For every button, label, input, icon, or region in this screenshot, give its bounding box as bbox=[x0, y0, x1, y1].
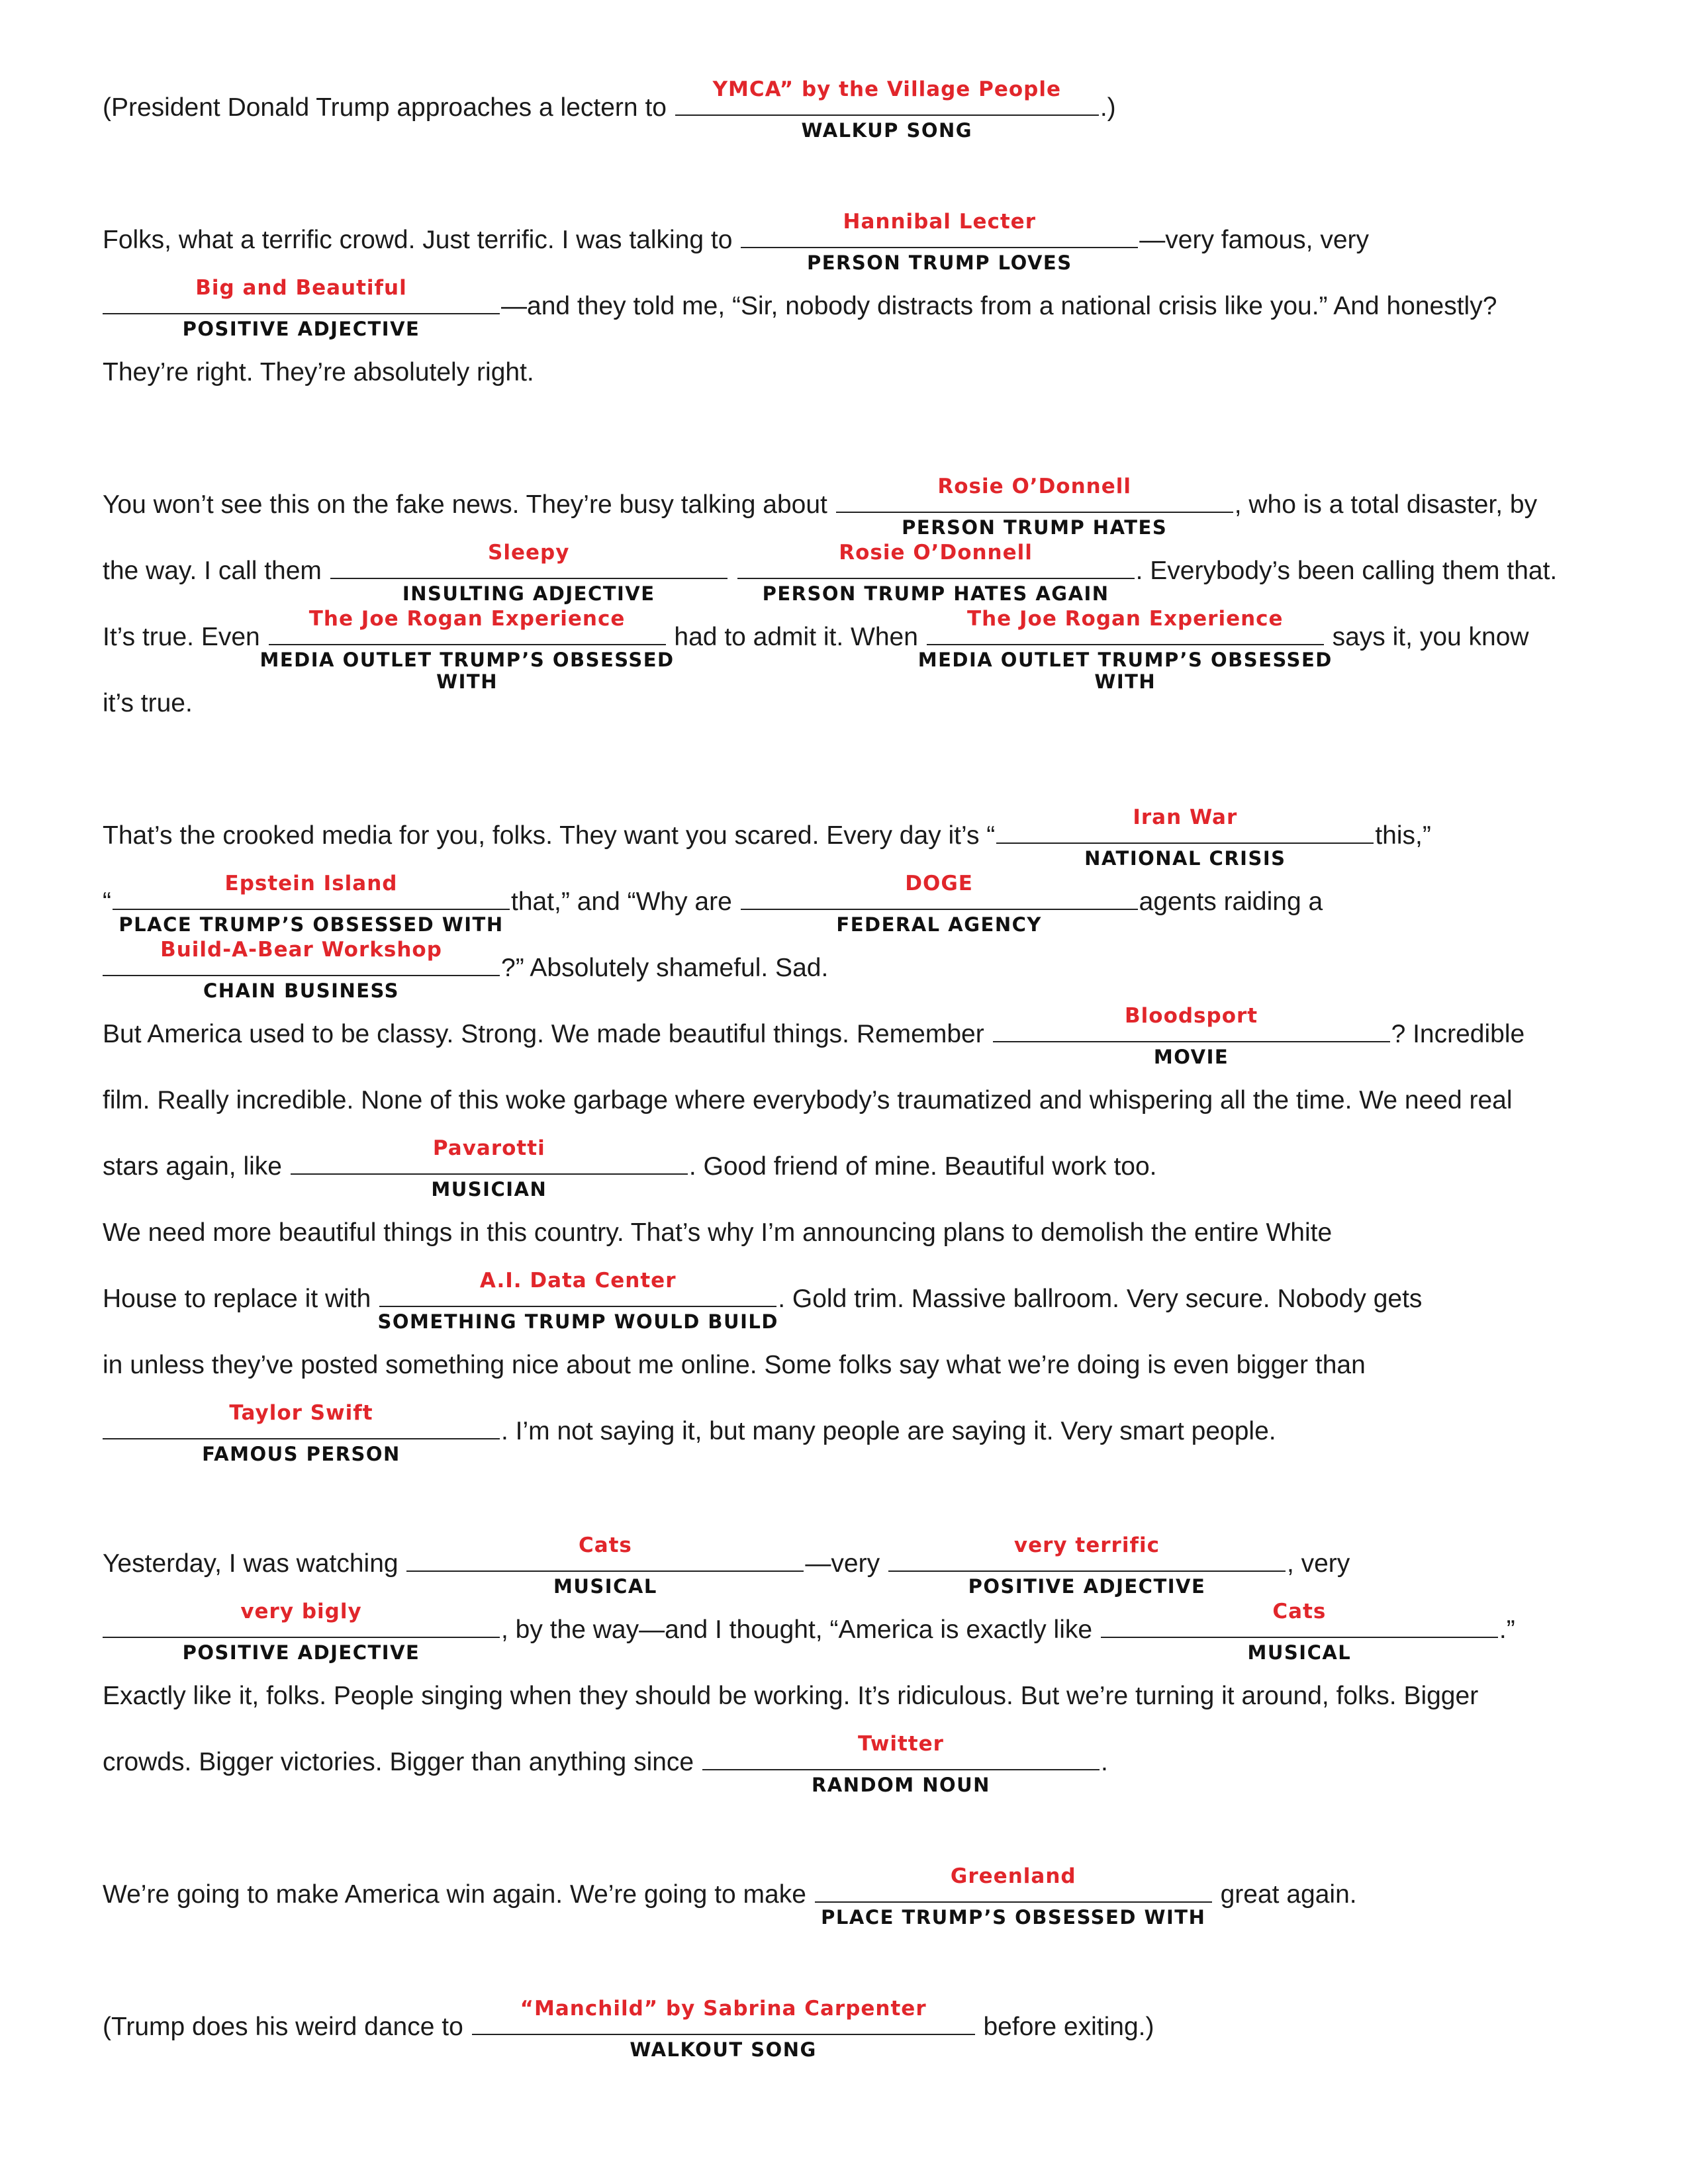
text: . I’m not saying it, but many people are saying it. Very smart people. bbox=[501, 1417, 1276, 1445]
text: . Good friend of mine. Beautiful work too. bbox=[688, 1152, 1157, 1181]
blank-random-noun[interactable] bbox=[702, 1732, 1100, 1796]
p4-line-8 bbox=[103, 1269, 1585, 1333]
blank-musical-2[interactable] bbox=[1101, 1600, 1498, 1664]
p3-line-4: it’s true. bbox=[103, 689, 193, 717]
p6-line bbox=[103, 1864, 1585, 1929]
p4-line-6 bbox=[103, 1136, 1585, 1201]
answer: A.I. Data Center bbox=[479, 1269, 677, 1293]
answer: Taylor Swift bbox=[229, 1401, 373, 1425]
answer: Hannibal Lecter bbox=[843, 210, 1036, 234]
blank-label: PERSON TRUMP HATES bbox=[902, 516, 1168, 539]
text: —very bbox=[805, 1549, 887, 1578]
blank-place-trump-obsessed[interactable] bbox=[113, 872, 510, 936]
p3-line-3 bbox=[103, 607, 1585, 693]
p4-line-2 bbox=[103, 872, 1585, 936]
blank-positive-adjective-3[interactable] bbox=[103, 1600, 500, 1664]
answer: very bigly bbox=[240, 1600, 362, 1623]
blank-label: PERSON TRUMP LOVES bbox=[806, 251, 1072, 274]
text: ? Incredible bbox=[1391, 1020, 1525, 1048]
blank-label: PLACE TRUMP’S OBSESSED WITH bbox=[118, 913, 504, 936]
text: .” bbox=[1499, 1615, 1515, 1644]
p2-line-1 bbox=[103, 210, 1585, 274]
p4-line-7: We need more beautiful things in this country. That’s why I’m announcing plans to demolish the entire White bbox=[103, 1218, 1333, 1247]
text: . bbox=[1100, 1748, 1108, 1776]
answer: Build-A-Bear Workshop bbox=[160, 938, 442, 962]
blank-national-crisis[interactable] bbox=[996, 805, 1374, 870]
text: great again. bbox=[1213, 1880, 1357, 1909]
text: , very bbox=[1286, 1549, 1350, 1578]
answer: DOGE bbox=[905, 872, 973, 895]
p2-line-3: They’re right. They’re absolutely right. bbox=[103, 358, 534, 387]
blank-media-outlet-2[interactable] bbox=[917, 607, 1333, 693]
text: this,” bbox=[1375, 821, 1431, 850]
text: (Trump does his weird dance to bbox=[103, 2013, 471, 2041]
p4-line-10 bbox=[103, 1401, 1585, 1465]
answer: Twitter bbox=[857, 1732, 944, 1756]
blank-label: MUSICIAN bbox=[431, 1178, 547, 1201]
blank-label: MUSICAL bbox=[1247, 1641, 1352, 1664]
text: had to admit it. When bbox=[667, 623, 925, 651]
text: , by the way—and I thought, “America is exactly like bbox=[501, 1615, 1100, 1644]
text: , who is a total disaster, by bbox=[1234, 490, 1538, 519]
blank-label: MEDIA OUTLET TRUMP’S OBSESSED WITH bbox=[917, 649, 1333, 693]
blank-label: CHAIN BUSINESS bbox=[203, 979, 400, 1002]
blank-label: MOVIE bbox=[1153, 1046, 1229, 1068]
text: before exiting.) bbox=[976, 2013, 1154, 2041]
p4-line-1 bbox=[103, 805, 1585, 870]
answer: Big and Beautiful bbox=[195, 276, 407, 300]
outro-line bbox=[103, 1997, 1585, 2061]
blank-positive-adjective-2[interactable] bbox=[888, 1533, 1286, 1598]
text: That’s the crooked media for you, folks. They want you scared. Every day it’s “ bbox=[103, 821, 996, 850]
blank-positive-adjective[interactable] bbox=[103, 276, 500, 340]
blank-famous-person[interactable] bbox=[103, 1401, 500, 1465]
blank-place-trump-obsessed-2[interactable] bbox=[815, 1864, 1212, 1929]
text: . Gold trim. Massive ballroom. Very secure. Nobody gets bbox=[778, 1285, 1423, 1313]
blank-label: RANDOM NOUN bbox=[811, 1774, 990, 1796]
p5-line-4 bbox=[103, 1732, 1585, 1796]
text: . Everybody’s been calling them that. bbox=[1135, 557, 1558, 585]
blank-label: POSITIVE ADJECTIVE bbox=[182, 1641, 420, 1664]
blank-label: MUSICAL bbox=[553, 1575, 657, 1598]
text: the way. I call them bbox=[103, 557, 329, 585]
p5-line-1 bbox=[103, 1533, 1585, 1598]
blank-label: FAMOUS PERSON bbox=[202, 1443, 400, 1465]
text: You won’t see this on the fake news. They’re busy talking about bbox=[103, 490, 835, 519]
text: But America used to be classy. Strong. We made beautiful things. Remember bbox=[103, 1020, 992, 1048]
p4-line-5: film. Really incredible. None of this woke garbage where everybody’s traumatized and whispering all the time. We need real bbox=[103, 1086, 1513, 1115]
p5-line-3: Exactly like it, folks. People singing when they should be working. It’s ridiculous. But we’re turning it around, folks. Bigger bbox=[103, 1682, 1479, 1710]
text: (President Donald Trump approaches a lectern to bbox=[103, 93, 674, 122]
answer: Sleepy bbox=[488, 541, 570, 565]
blank-musical-1[interactable] bbox=[406, 1533, 804, 1598]
blank-federal-agency[interactable] bbox=[741, 872, 1138, 936]
blank-walkout-song[interactable] bbox=[472, 1997, 975, 2061]
blank-label: PLACE TRUMP’S OBSESSED WITH bbox=[821, 1906, 1206, 1929]
p2-line-2 bbox=[103, 276, 1585, 340]
p5-line-2 bbox=[103, 1600, 1585, 1664]
answer: Rosie O’Donnell bbox=[937, 475, 1132, 498]
text: that,” and “Why are bbox=[511, 887, 739, 916]
blank-media-outlet-1[interactable] bbox=[259, 607, 675, 693]
answer: Epstein Island bbox=[224, 872, 398, 895]
blank-movie[interactable] bbox=[993, 1004, 1390, 1068]
text: Yesterday, I was watching bbox=[103, 1549, 406, 1578]
answer: Iran War bbox=[1133, 805, 1238, 829]
answer: “Manchild” by Sabrina Carpenter bbox=[520, 1997, 927, 2021]
intro-line bbox=[103, 77, 1585, 142]
answer: Bloodsport bbox=[1125, 1004, 1258, 1028]
text: says it, you know bbox=[1325, 623, 1529, 651]
blank-label: POSITIVE ADJECTIVE bbox=[968, 1575, 1206, 1598]
blank-person-trump-loves[interactable] bbox=[741, 210, 1138, 274]
p4-line-4 bbox=[103, 1004, 1585, 1068]
p4-line-9: in unless they’ve posted something nice about me online. Some folks say what we’re doing is even bigger than bbox=[103, 1351, 1366, 1379]
p3-line-2 bbox=[103, 541, 1585, 605]
answer: Rosie O’Donnell bbox=[839, 541, 1033, 565]
answer: The Joe Rogan Experience bbox=[308, 607, 626, 631]
answer: Pavarotti bbox=[432, 1136, 545, 1160]
text: crowds. Bigger victories. Bigger than anything since bbox=[103, 1748, 701, 1776]
text: agents raiding a bbox=[1139, 887, 1323, 916]
blank-insulting-adjective[interactable] bbox=[330, 541, 727, 605]
blank-label: WALKOUT SONG bbox=[630, 2038, 817, 2061]
text: We’re going to make America win again. We’re going to make bbox=[103, 1880, 814, 1909]
answer: Greenland bbox=[950, 1864, 1076, 1888]
blank-label: NATIONAL CRISIS bbox=[1084, 847, 1286, 870]
p4-line-3 bbox=[103, 938, 1585, 1002]
blank-label: PERSON TRUMP HATES AGAIN bbox=[762, 582, 1109, 605]
text: ?” Absolutely shameful. Sad. bbox=[501, 954, 829, 982]
text: —and they told me, “Sir, nobody distracts from a national crisis like you.” And honestly? bbox=[501, 292, 1497, 320]
blank-chain-business[interactable] bbox=[103, 938, 500, 1002]
text: “ bbox=[103, 887, 111, 916]
text: .) bbox=[1100, 93, 1116, 122]
blank-label: SOMETHING TRUMP WOULD BUILD bbox=[377, 1310, 778, 1333]
text: Folks, what a terrific crowd. Just terrific. I was talking to bbox=[103, 226, 740, 254]
blank-something-trump-would-build[interactable] bbox=[377, 1269, 778, 1333]
answer: YMCA” by the Village People bbox=[712, 77, 1061, 101]
text: stars again, like bbox=[103, 1152, 289, 1181]
blank-person-trump-hates-again[interactable] bbox=[737, 541, 1135, 605]
blank-walkup-song[interactable] bbox=[675, 77, 1099, 142]
blank-label: WALKUP SONG bbox=[801, 119, 973, 142]
answer: Cats bbox=[1272, 1600, 1327, 1623]
answer: very terrific bbox=[1013, 1533, 1160, 1557]
answer: The Joe Rogan Experience bbox=[966, 607, 1284, 631]
text: —very famous, very bbox=[1139, 226, 1370, 254]
blank-label: POSITIVE ADJECTIVE bbox=[182, 318, 420, 340]
blank-label: INSULTING ADJECTIVE bbox=[402, 582, 655, 605]
text: It’s true. Even bbox=[103, 623, 267, 651]
text: House to replace it with bbox=[103, 1285, 379, 1313]
blank-person-trump-hates[interactable] bbox=[836, 475, 1233, 539]
answer: Cats bbox=[578, 1533, 632, 1557]
p3-line-1 bbox=[103, 475, 1585, 539]
blank-label: FEDERAL AGENCY bbox=[836, 913, 1042, 936]
blank-label: MEDIA OUTLET TRUMP’S OBSESSED WITH bbox=[259, 649, 675, 693]
blank-musician[interactable] bbox=[291, 1136, 688, 1201]
